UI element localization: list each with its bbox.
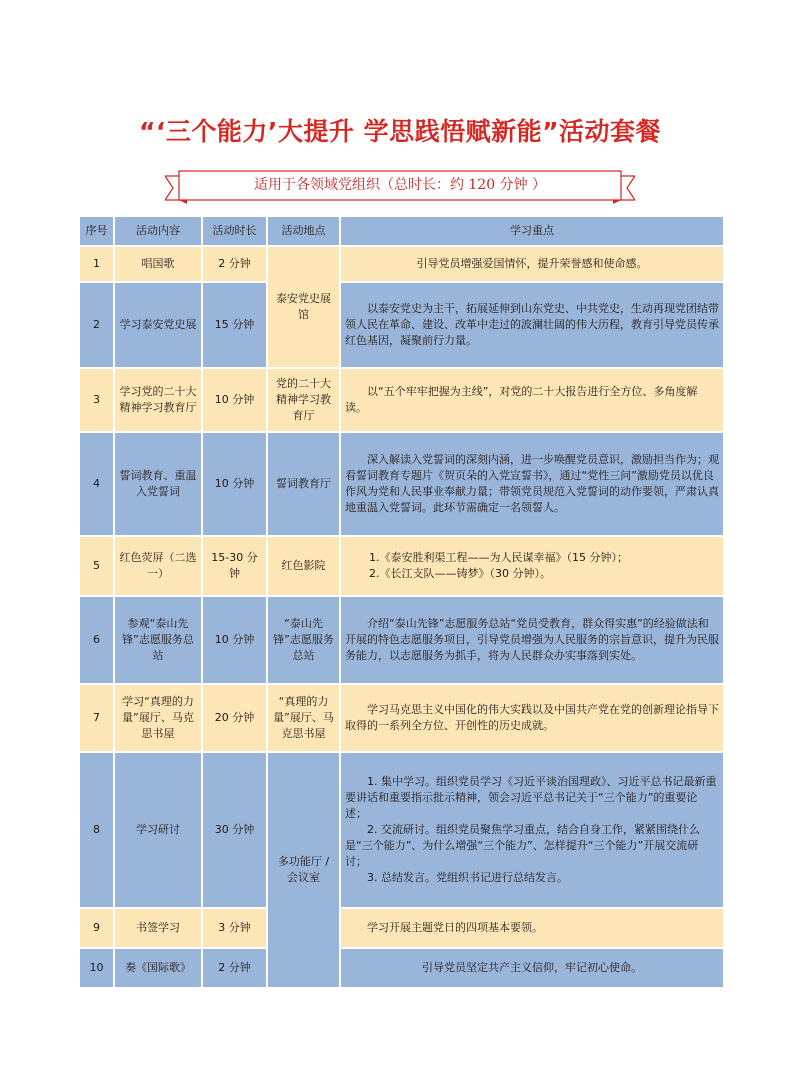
row-duration: 10 分钟 [203, 597, 266, 683]
row-no: 7 [80, 685, 113, 751]
row-focus [341, 753, 723, 907]
row-location: “真理的力量”展厅、马克思书屋 [268, 685, 339, 751]
row-content: 学习“真理的力量”展厅、马克思书屋 [115, 685, 201, 751]
table-row [80, 685, 723, 751]
row-focus [341, 597, 723, 683]
focus-text: 学习马克思主义中国化的伟大实践以及中国共产党在党的创新理论指导下取得的一系列全方位、开创性的历史成就。 [345, 703, 719, 732]
row-content: 书签学习 [115, 909, 201, 947]
row-duration: 20 分钟 [203, 685, 266, 751]
subtitle-ribbon [165, 170, 635, 204]
row-focus [341, 433, 723, 535]
row-location: 多功能厅 / 会议室 [268, 753, 339, 987]
row-duration: 10 分钟 [203, 369, 266, 431]
row-content: 红色荧屏（二选一） [115, 537, 201, 595]
row-focus [341, 283, 723, 367]
row-duration: 15 分钟 [203, 283, 266, 367]
header-no: 序号 [80, 217, 113, 245]
focus-text: 深入解读入党誓词的深刻内涵，进一步唤醒党员意识，激励担当作为；观看誓词教育专题片《贺页朵的入党宣誓书》，通过“党性三问”激励党员以优良作风为党和人民事业奉献力量；带领党员规范入党誓词的动作要领，严肃认真地重温入党誓词。此环节需确定一名领誓人。 [345, 453, 719, 514]
row-duration: 30 分钟 [203, 753, 266, 907]
row-no: 2 [80, 283, 113, 367]
focus-text: 学习开展主题党日的四项基本要领。 [367, 921, 543, 934]
focus-text: 以泰安党史为主干，拓展延伸到山东党史、中共党史，生动再现党团结带领人民在革命、建设、改革中走过的波澜壮阔的伟大历程，教育引导党员传承红色基因，凝聚前行力量。 [345, 302, 719, 347]
row-no: 3 [80, 369, 113, 431]
table-row [80, 283, 723, 367]
table-row [80, 433, 723, 535]
row-location: 红色影院 [268, 537, 339, 595]
row-no: 5 [80, 537, 113, 595]
focus-line: 1. 集中学习。组织党员学习《习近平谈治国理政》、习近平总书记最新重要讲话和重要指示批示精神，领会习近平总书记关于“三个能力”的重要论述； [345, 775, 717, 820]
row-content: 参观“泰山先锋”志愿服务总站 [115, 597, 201, 683]
row-focus: 引导党员坚定共产主义信仰，牢记初心使命。 [341, 949, 723, 987]
focus-line: 1.《泰安胜利渠工程——为人民谋幸福》（15 分钟）； [369, 551, 628, 564]
table-row [80, 949, 723, 987]
row-duration: 10 分钟 [203, 433, 266, 535]
row-location: “泰山先锋”志愿服务总站 [268, 597, 339, 683]
row-focus [341, 909, 723, 947]
focus-line: 3. 总结发言。党组织书记进行总结发言。 [367, 871, 568, 884]
row-focus [341, 369, 723, 431]
row-location: 党的二十大精神学习教育厅 [268, 369, 339, 431]
row-duration: 2 分钟 [203, 949, 266, 987]
header-focus: 学习重点 [341, 217, 723, 245]
table-row [80, 753, 723, 907]
row-content: 唱国歌 [115, 247, 201, 281]
header-location: 活动地点 [268, 217, 339, 245]
row-focus: 引导党员增强爱国情怀，提升荣誉感和使命感。 [341, 247, 723, 281]
focus-line: 2. 交流研讨。组织党员聚焦学习重点，结合自身工作，紧紧围绕什么是“三个能力”、为什么增强“三个能力”、怎样提升“三个能力”开展交流研讨； [345, 823, 700, 868]
row-content: 学习泰安党史展 [115, 283, 201, 367]
row-no: 9 [80, 909, 113, 947]
table-header-row [80, 217, 723, 245]
table-row [80, 537, 723, 595]
activity-table [78, 215, 725, 989]
header-duration: 活动时长 [203, 217, 266, 245]
row-no: 1 [80, 247, 113, 281]
page-title: “‘三个能力’大提升 学思践悟赋新能”活动套餐 [138, 117, 662, 146]
focus-text: 以“五个牢牢把握为主线”，对党的二十大报告进行全方位、多角度解读。 [345, 385, 698, 414]
row-duration: 2 分钟 [203, 247, 266, 281]
table-row [80, 369, 723, 431]
focus-text: 介绍“泰山先锋”志愿服务总站“党员受教育，群众得实惠”的经验做法和开展的特色志愿服务项目，引导党员增强为人民服务的宗旨意识，提升为民服务能力，以志愿服务为抓手，将为人民群众办实事落到实处。 [345, 617, 719, 662]
row-content: 奏《国际歌》 [115, 949, 201, 987]
row-duration: 3 分钟 [203, 909, 266, 947]
table-row [80, 909, 723, 947]
row-no: 4 [80, 433, 113, 535]
focus-line: 2.《长江支队——铸梦》（30 分钟）。 [369, 567, 551, 580]
table-row [80, 247, 723, 281]
row-focus [341, 685, 723, 751]
row-no: 10 [80, 949, 113, 987]
table-row [80, 597, 723, 683]
header-content: 活动内容 [115, 217, 201, 245]
subtitle-text: 适用于各领域党组织（总时长：约 120 分钟 ） [253, 177, 547, 193]
row-content: 学习党的二十大精神学习教育厅 [115, 369, 201, 431]
row-no: 6 [80, 597, 113, 683]
row-location: 誓词教育厅 [268, 433, 339, 535]
row-location: 泰安党史展馆 [268, 247, 339, 367]
row-focus [341, 537, 723, 595]
row-duration: 15-30 分钟 [203, 537, 266, 595]
row-content: 学习研讨 [115, 753, 201, 907]
row-no: 8 [80, 753, 113, 907]
row-content: 誓词教育、重温入党誓词 [115, 433, 201, 535]
